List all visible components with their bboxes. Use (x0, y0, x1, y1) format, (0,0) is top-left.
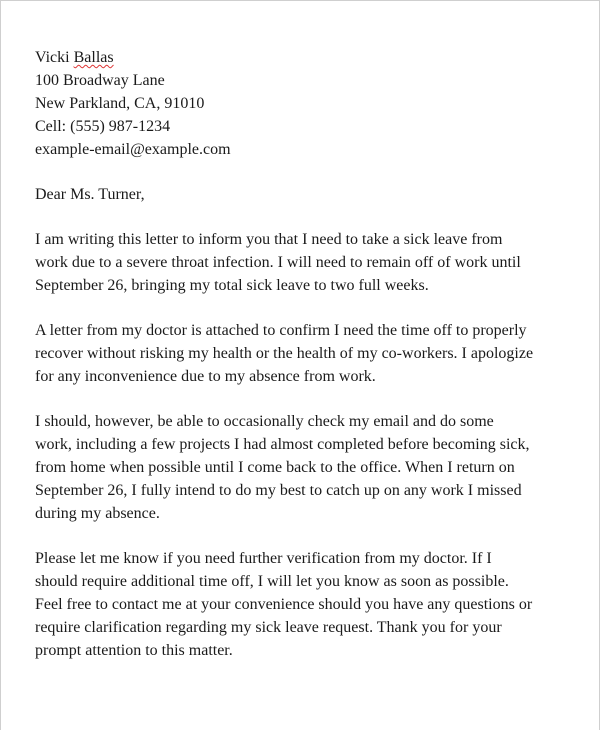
paragraph-line: Please let me know if you need further verification from my doctor. If I (35, 550, 492, 567)
paragraph-line: work due to a severe throat infection. I will need to remain off of work until (35, 254, 521, 271)
sender-address-block (35, 46, 575, 161)
paragraph-line: during my absence. (35, 505, 160, 522)
sender-address-line2: New Parkland, CA, 91010 (35, 95, 205, 112)
paragraph-1 (35, 228, 575, 297)
paragraph-3 (35, 410, 575, 525)
paragraph-line: A letter from my doctor is attached to confirm I need the time off to properly (35, 322, 527, 339)
paragraph-line: from home when possible until I come back to the office. When I return on (35, 459, 515, 476)
sender-email: example-email@example.com (35, 141, 231, 158)
paragraph-line: for any inconvenience due to my absence from work. (35, 368, 376, 385)
paragraph-line: should require additional time off, I will let you know as soon as possible. (35, 573, 509, 590)
sender-name (35, 46, 575, 69)
paragraph-line: require clarification regarding my sick leave request. Thank you for your (35, 619, 502, 636)
salutation: Dear Ms. Turner, (35, 186, 145, 203)
paragraph-line: September 26, bringing my total sick leave to two full weeks. (35, 277, 429, 294)
paragraph-line: prompt attention to this matter. (35, 642, 233, 659)
sender-first-name: Vicki (35, 49, 70, 66)
paragraph-2 (35, 319, 575, 388)
sender-phone: Cell: (555) 987-1234 (35, 118, 171, 135)
paragraph-line: Feel free to contact me at your convenience should you have any questions or (35, 596, 533, 613)
paragraph-line: recover without risking my health or the health of my co-workers. I apologize (35, 345, 534, 362)
sender-address-line1: 100 Broadway Lane (35, 72, 165, 89)
letter-body (35, 46, 575, 662)
paragraph-line: September 26, I fully intend to do my best to catch up on any work I missed (35, 482, 522, 499)
sender-last-name: Ballas (73, 49, 114, 66)
paragraph-line: work, including a few projects I had almost completed before becoming sick, (35, 436, 530, 453)
paragraph-4 (35, 547, 575, 662)
paragraph-line: I am writing this letter to inform you that I need to take a sick leave from (35, 231, 503, 248)
paragraph-line: I should, however, be able to occasionally check my email and do some (35, 413, 494, 430)
